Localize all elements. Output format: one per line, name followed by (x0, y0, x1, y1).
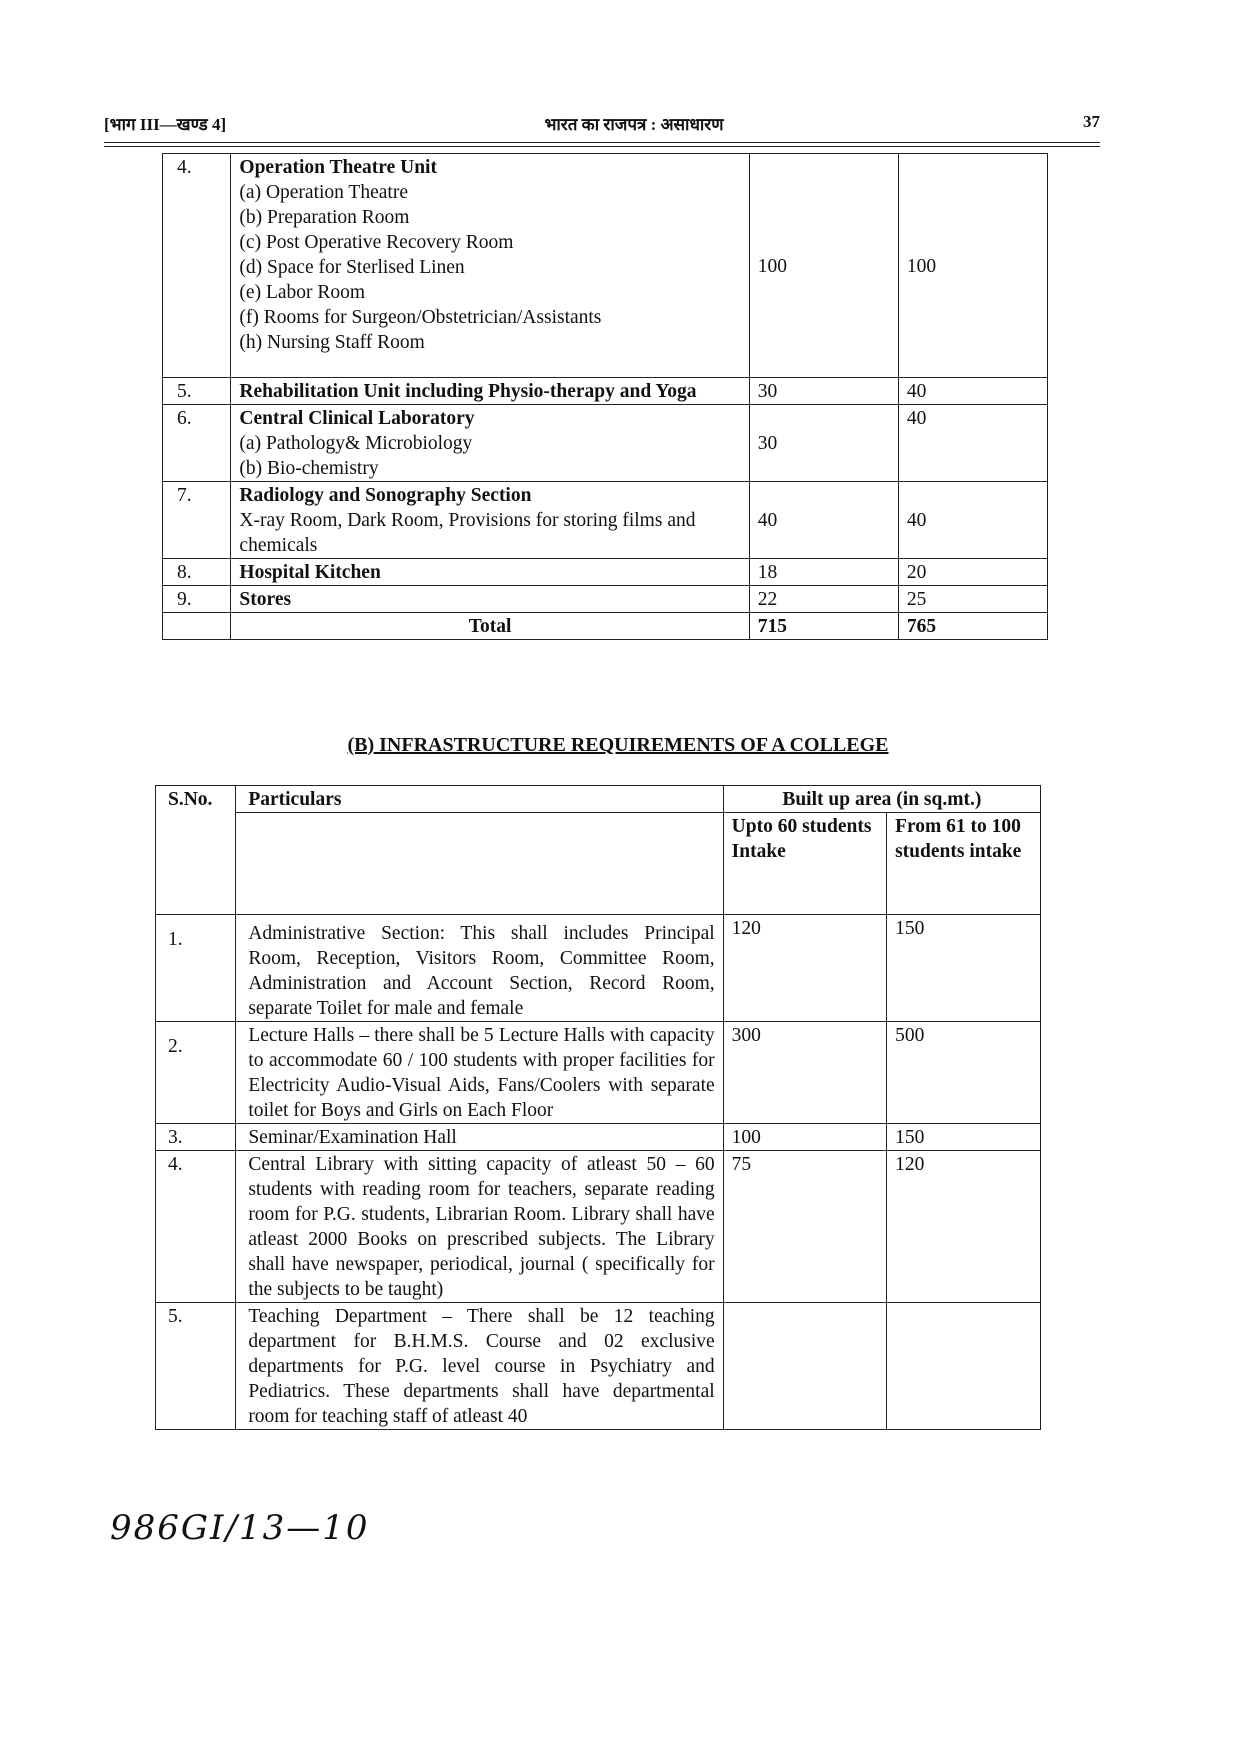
total-value-col1: 715 (749, 613, 898, 640)
row-value-col1: 100 (723, 1124, 886, 1151)
row-text: Central Library with sitting capacity of atleast 50 – 60 students with reading room for teachers, separate reading room for P.G. students, Librarian Room. Library shall have atleast 2000 Books on prescribed subjects. The Library shall have newspaper, periodical, journal ( specifically for the subjects to be taught) (236, 1151, 723, 1303)
section-b-title: (B) INFRASTRUCTURE REQUIREMENTS OF A COLLEGE (347, 734, 889, 756)
row-number: 1. (156, 915, 236, 1022)
table-row (163, 586, 1048, 613)
row-value-col1: 18 (749, 559, 898, 586)
row-text: Teaching Department – There shall be 12 teaching department for B.H.M.S. Course and 02 exclusive departments for P.G. level course in Psychiatry and Pediatrics. These departments shall have departmental room for teaching staff of atleast 40 (236, 1303, 723, 1430)
row-title: Rehabilitation Unit including Physio-therapy and Yoga (231, 378, 749, 405)
table-row (163, 378, 1048, 405)
row-particulars (231, 154, 749, 378)
table-row (156, 915, 1041, 1022)
table-row (163, 482, 1048, 559)
row-number: 3. (156, 1124, 236, 1151)
row-line: (a) Pathology& Microbiology (239, 433, 473, 454)
table-row (156, 1022, 1041, 1124)
row-value-col1: 300 (723, 1022, 886, 1124)
row-value-col2: 150 (887, 1124, 1041, 1151)
row-value-col1: 40 (749, 482, 898, 559)
header-rule-secondary (104, 146, 1100, 147)
row-value-col2: 20 (898, 559, 1047, 586)
header-row (156, 786, 1041, 813)
row-line: (c) Post Operative Recovery Room (239, 232, 514, 253)
row-value-col1: 120 (723, 915, 886, 1022)
row-line: (b) Preparation Room (239, 207, 410, 228)
row-number: 7. (163, 482, 231, 559)
row-value-col1: 75 (723, 1151, 886, 1303)
header-particulars: Particulars (236, 786, 723, 813)
row-line: (h) Nursing Staff Room (239, 332, 425, 353)
row-value-col2: 100 (898, 154, 1047, 378)
row-value-col1: 30 (749, 378, 898, 405)
row-title: Stores (231, 586, 749, 613)
total-value-col2: 765 (898, 613, 1047, 640)
table-row (156, 1303, 1041, 1430)
row-value-col2: 40 (898, 482, 1047, 559)
row-title: Central Clinical Laboratory (239, 408, 475, 429)
row-number: 5. (156, 1303, 236, 1430)
row-number: 9. (163, 586, 231, 613)
row-value-col2: 40 (898, 378, 1047, 405)
row-title: Hospital Kitchen (231, 559, 749, 586)
row-value-col2: 25 (898, 586, 1047, 613)
row-value-col2: 500 (887, 1022, 1041, 1124)
handwritten-note: 986GI/13—10 (110, 1508, 370, 1548)
header-rule (104, 142, 1100, 143)
header-sno: S.No. (156, 786, 236, 915)
header-gazette-title: भारत का राजपत्र : असाधारण (544, 115, 724, 134)
hospital-requirements-table (162, 153, 1048, 640)
table-row (163, 405, 1048, 482)
table-row (156, 1124, 1041, 1151)
college-infrastructure-table (155, 785, 1041, 1430)
header-row (156, 813, 1041, 915)
header-61-to-100: From 61 to 100 students intake (887, 813, 1041, 915)
row-particulars (231, 482, 749, 559)
row-number: 6. (163, 405, 231, 482)
row-title: Operation Theatre Unit (239, 157, 437, 178)
row-number: 4. (156, 1151, 236, 1303)
table-row (163, 559, 1048, 586)
row-line: (b) Bio-chemistry (239, 458, 379, 479)
row-value-col2: 120 (887, 1151, 1041, 1303)
row-text: Administrative Section: This shall includes Principal Room, Reception, Visitors Room, Committee Room, Administration and Account Section, Record Room, separate Toilet for male and female (236, 915, 723, 1022)
table-row (156, 1151, 1041, 1303)
row-text: Lecture Halls – there shall be 5 Lecture Halls with capacity to accommodate 60 / 100 students with proper facilities for Electricity Audio-Visual Aids, Fans/Coolers with separate toilet for Boys and Girls on Each Floor (236, 1022, 723, 1124)
total-label: Total (231, 613, 749, 640)
row-text: X-ray Room, Dark Room, Provisions for storing films and chemicals (239, 510, 696, 556)
row-line: (e) Labor Room (239, 282, 366, 303)
row-value-col2: 150 (887, 915, 1041, 1022)
row-value-col1: 100 (749, 154, 898, 378)
row-line: (f) Rooms for Surgeon/Obstetrician/Assistants (239, 307, 602, 328)
row-line: (a) Operation Theatre (239, 182, 408, 203)
row-number: 2. (156, 1022, 236, 1124)
row-title: Radiology and Sonography Section (239, 485, 532, 506)
row-text: Seminar/Examination Hall (236, 1124, 723, 1151)
row-number: 8. (163, 559, 231, 586)
row-value-col1: 22 (749, 586, 898, 613)
row-number: 5. (163, 378, 231, 405)
row-line: (d) Space for Sterlised Linen (239, 257, 465, 278)
row-value-col1 (723, 1303, 886, 1430)
header-upto-60: Upto 60 students Intake (723, 813, 886, 915)
row-value-col2 (887, 1303, 1041, 1430)
row-particulars (231, 405, 749, 482)
total-row (163, 613, 1048, 640)
header-part-section: [भाग III—खण्ड 4] (104, 115, 227, 134)
table-row (163, 154, 1048, 378)
page-number: 37 (1083, 112, 1100, 131)
page-header (104, 112, 1100, 136)
row-value-col2: 40 (898, 405, 1047, 482)
row-value-col1: 30 (749, 405, 898, 482)
row-number: 4. (163, 154, 231, 378)
header-built-up-area: Built up area (in sq.mt.) (723, 786, 1040, 813)
